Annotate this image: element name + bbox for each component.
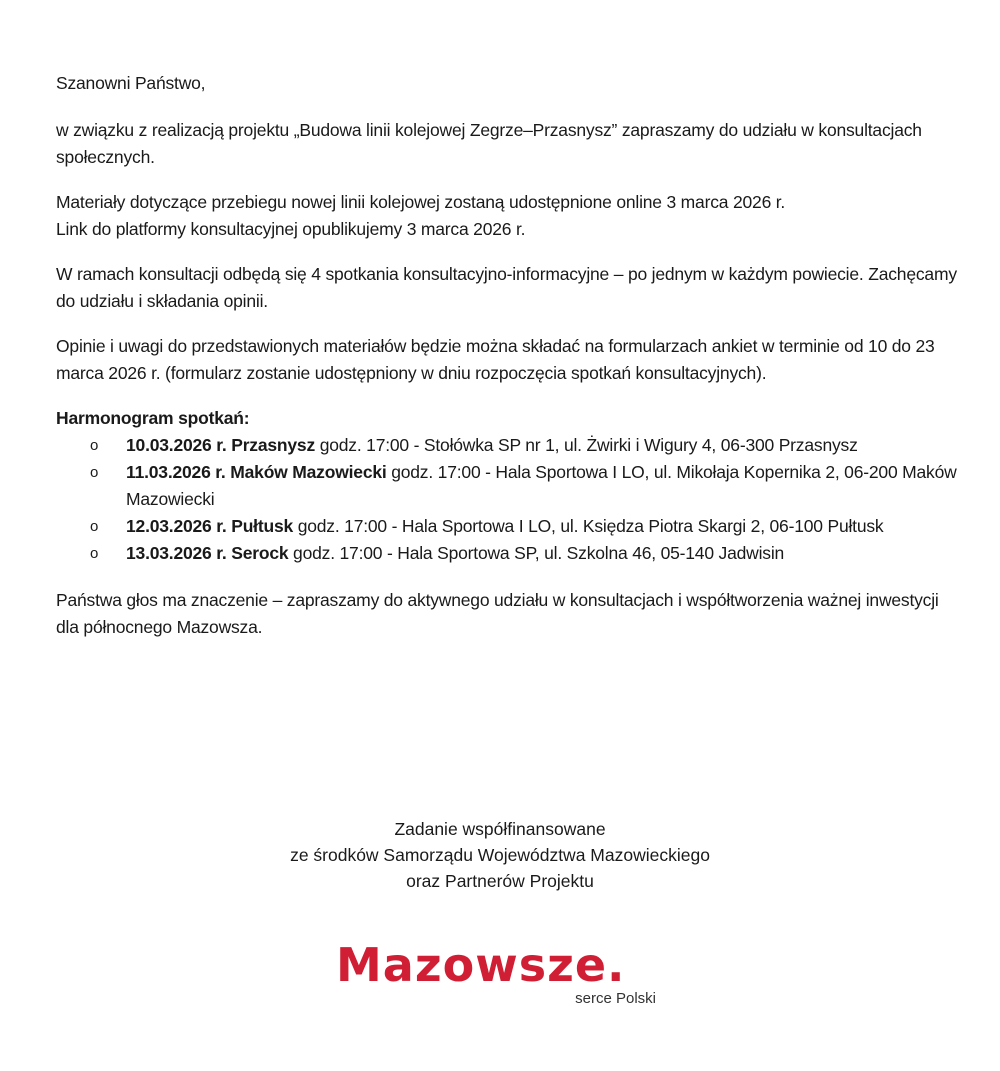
opinions-paragraph: Opinie i uwagi do przedstawionych materiałów będzie można składać na formularzach ankiet w terminie od 10 do 23 marca 2026 r. (formularz zostanie udostępniony w dniu rozpoczęcia spotkań konsultacyjnych).: [56, 336, 935, 383]
schedule-details: godz. 17:00 - Hala Sportowa I LO, ul. Mikołaja Kopernika 2, 06-200 Maków Mazowiecki: [126, 462, 957, 509]
link-line: Link do platformy konsultacyjnej opublikujemy 3 marca 2026 r.: [56, 219, 526, 239]
funding-line: ze środków Samorządu Województwa Mazowieckiego: [290, 845, 710, 865]
schedule-date-place: 10.03.2026 r. Przasnysz: [126, 435, 316, 455]
logo-tagline: serce Polski: [575, 990, 656, 1007]
schedule-date-place: 12.03.2026 r. Pułtusk: [126, 516, 294, 536]
schedule-item: [56, 540, 966, 567]
schedule-date-place: 13.03.2026 r. Serock: [126, 543, 289, 563]
materials-line: Materiały dotyczące przebiegu nowej linii kolejowej zostaną udostępnione online 3 marca 2026 r.: [56, 192, 786, 212]
schedule-details: godz. 17:00 - Hala Sportowa I LO, ul. Księdza Piotra Skargi 2, 06-100 Pułtusk: [293, 516, 884, 536]
funding-line: oraz Partnerów Projektu: [406, 871, 594, 891]
materials-paragraph: [56, 189, 966, 243]
schedule-date-place: 11.03.2026 r. Maków Mazowiecki: [126, 462, 387, 482]
mazowsze-logo: [336, 940, 676, 1015]
bullet-icon: o: [90, 545, 99, 562]
funding-line: Zadanie współfinansowane: [394, 819, 606, 839]
schedule-item: [56, 513, 966, 540]
schedule-title: Harmonogram spotkań:: [56, 408, 250, 428]
closing-paragraph: Państwa głos ma znaczenie – zapraszamy do aktywnego udziału w konsultacjach i współtworzenia ważnej inwestycji dla północnego Mazowsza.: [56, 590, 939, 637]
greeting: Szanowni Państwo,: [56, 73, 206, 93]
bullet-icon: o: [90, 437, 99, 454]
schedule-item: [56, 432, 966, 459]
schedule-item: [56, 459, 966, 513]
bullet-icon: o: [90, 518, 99, 535]
schedule-list: [56, 432, 966, 567]
schedule-details: godz. 17:00 - Stołówka SP nr 1, ul. Żwirki i Wigury 4, 06-300 Przasnysz: [315, 435, 858, 455]
meetings-paragraph: W ramach konsultacji odbędą się 4 spotkania konsultacyjno-informacyjne – po jednym w każdym powiecie. Zachęcamy do udziału i składania opinii.: [56, 264, 957, 311]
schedule-details: godz. 17:00 - Hala Sportowa SP, ul. Szkolna 46, 05-140 Jadwisin: [288, 543, 785, 563]
intro-paragraph: w związku z realizacją projektu „Budowa linii kolejowej Zegrze–Przasnysz” zapraszamy do udziału w konsultacjach społecznych.: [56, 120, 922, 167]
funding-note: [0, 816, 1000, 894]
bullet-icon: o: [90, 464, 99, 481]
letter-body: [56, 70, 966, 659]
logo-wordmark: Mazowsze.: [336, 938, 626, 992]
